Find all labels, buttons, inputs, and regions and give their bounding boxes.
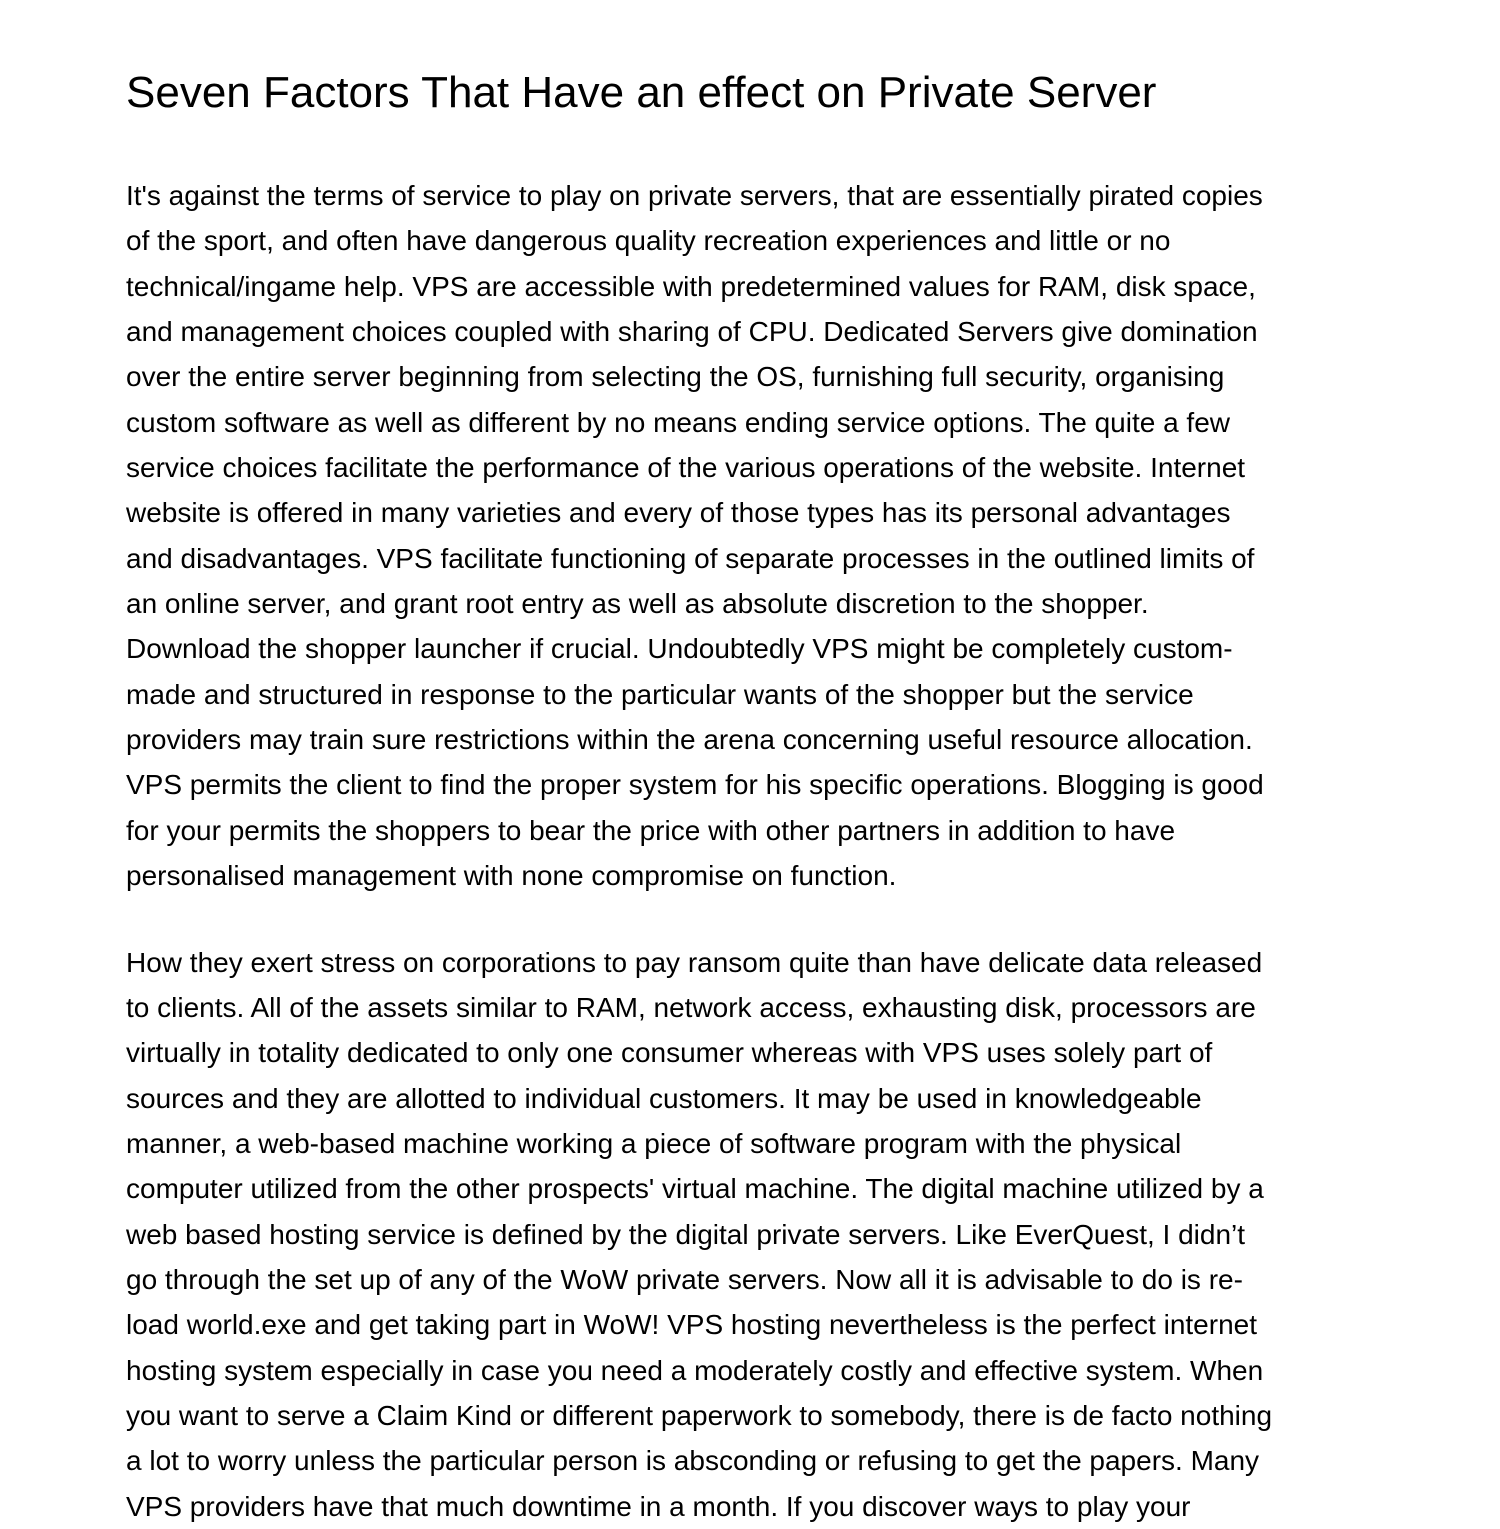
text-line: sources and they are allotted to individual customers. It may be used in knowledgeable (126, 1082, 1202, 1114)
document-title: Seven Factors That Have an effect on Private Server (126, 68, 1157, 117)
text-line: service choices facilitate the performance of the various operations of the website. Internet (126, 452, 1246, 484)
text-line: manner, a web-based machine working a piece of software program with the physical (126, 1127, 1182, 1159)
text-line: load world.exe and get taking part in WoW! VPS hosting nevertheless is the perfect internet (126, 1309, 1257, 1341)
paragraph-2 (126, 940, 1376, 1529)
text-line: you want to serve a Claim Kind or different paperwork to somebody, there is de facto nothing (126, 1399, 1273, 1431)
text-line: personalised management with none compromise on function. (126, 860, 897, 892)
text-line: an online server, and grant root entry as well as absolute discretion to the shopper. (126, 588, 1149, 620)
text-line: and management choices coupled with sharing of CPU. Dedicated Servers give domination (126, 316, 1258, 348)
text-line: and disadvantages. VPS facilitate functioning of separate processes in the outlined limits of (126, 542, 1255, 574)
text-line: over the entire server beginning from selecting the OS, furnishing full security, organising (126, 361, 1225, 393)
text-line: for your permits the shoppers to bear the price with other partners in addition to have (126, 814, 1176, 846)
text-line: How they exert stress on corporations to pay ransom quite than have delicate data released (126, 946, 1263, 978)
text-line: Download the shopper launcher if crucial. Undoubtedly VPS might be completely custom- (126, 633, 1233, 665)
text-line: hosting system especially in case you need a moderately costly and effective system. When (126, 1354, 1264, 1386)
text-line: virtually in totality dedicated to only one consumer whereas with VPS uses solely part of (126, 1037, 1213, 1069)
paragraph-1 (126, 173, 1376, 899)
text-line: website is offered in many varieties and every of those types has its personal advantages (126, 497, 1231, 529)
text-line: to clients. All of the assets similar to RAM, network access, exhausting disk, processors are (126, 991, 1256, 1023)
text-line: VPS permits the client to find the proper system for his specific operations. Blogging is good (126, 769, 1264, 801)
text-line: providers may train sure restrictions within the arena concerning useful resource allocation. (126, 724, 1253, 756)
document-body (126, 64, 1376, 1529)
text-line: custom software as well as different by no means ending service options. The quite a few (126, 406, 1231, 438)
text-line: web based hosting service is defined by the digital private servers. Like EverQuest, I didn’t (126, 1218, 1246, 1250)
text-line: VPS providers have that much downtime in a month. If you discover ways to play your (126, 1490, 1191, 1522)
text-line: go through the set up of any of the WoW private servers. Now all it is advisable to do is re- (126, 1263, 1243, 1295)
text-line: computer utilized from the other prospects' virtual machine. The digital machine utilized by a (126, 1173, 1264, 1205)
text-line: It's against the terms of service to play on private servers, that are essentially pirated copies (126, 180, 1263, 211)
text-line: of the sport, and often have dangerous quality recreation experiences and little or no (126, 225, 1171, 257)
text-line: made and structured in response to the particular wants of the shopper but the service (126, 678, 1194, 710)
text-line: a lot to worry unless the particular person is absconding or refusing to get the papers. Many (126, 1445, 1260, 1477)
text-line: technical/ingame help. VPS are accessible with predetermined values for RAM, disk space, (126, 270, 1256, 302)
